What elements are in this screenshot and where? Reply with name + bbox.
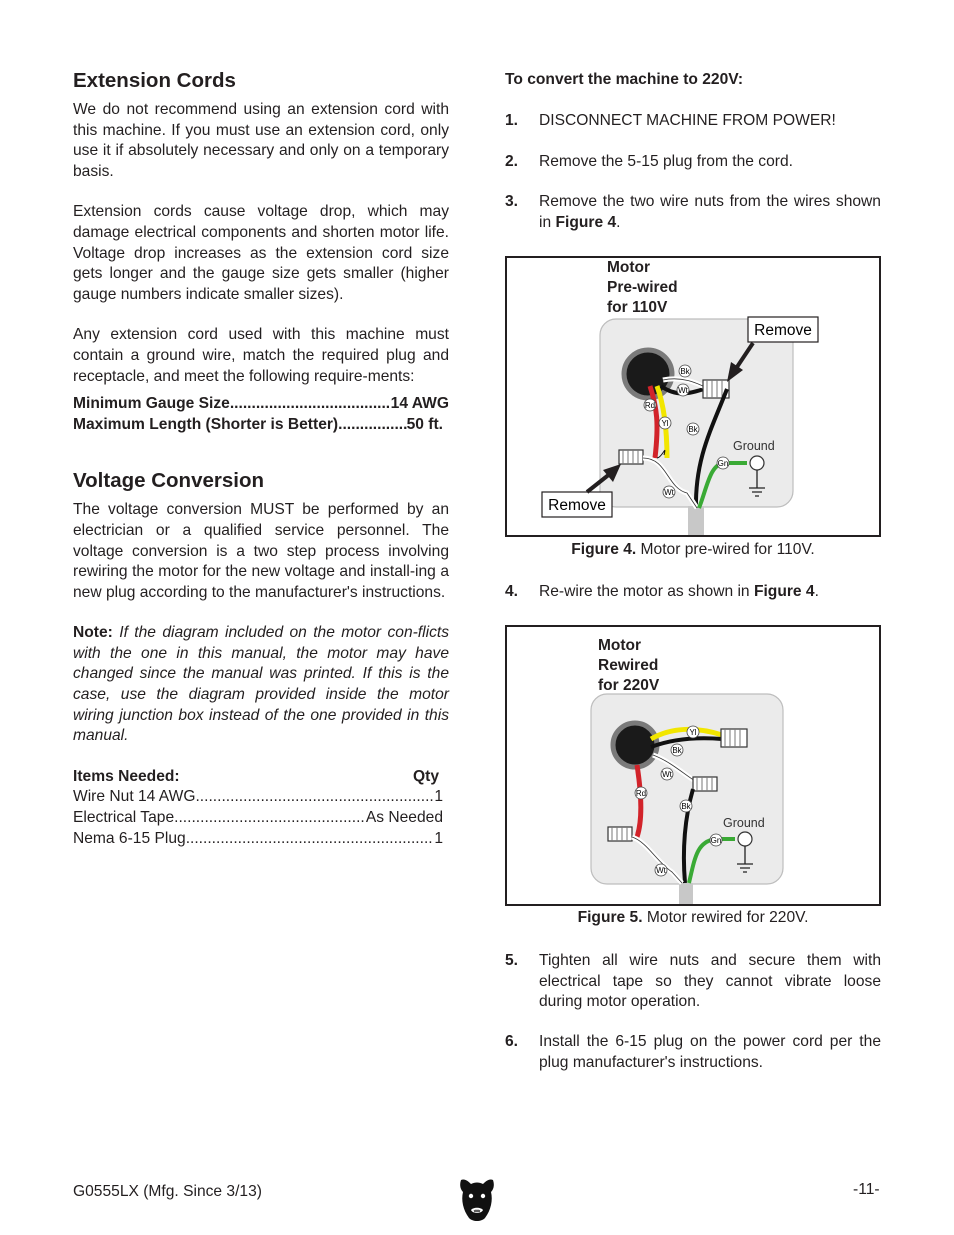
voltage-conversion-heading: Voltage Conversion: [73, 469, 264, 493]
step-2: 2. Remove the 5-15 plug from the cord.: [505, 153, 793, 170]
extension-paragraph-2: Extension cords cause voltage drop, which may damage electrical components and shorten motor life. Voltage drop increases as the extension cord size gets longer and the gauge size gets smaller (higher gauge numbers indicate smaller sizes).: [73, 203, 449, 303]
remove-label-top: Remove: [754, 322, 812, 339]
ground-screw-icon: [750, 456, 764, 470]
extension-paragraph-1: We do not recommend using an extension cord with this machine. If you must use an extension cord, only use it if absolutely necessary and only on a temporary basis.: [73, 101, 449, 180]
voltage-paragraph: The voltage conversion MUST be performed by an electrician or a qualified service personnel. The voltage conversion is a two step process involving rewiring the motor for the new voltage and install-ing a new plug according to the manufacturer's instructions.: [73, 501, 449, 601]
step-1: 1. DISCONNECT MACHINE FROM POWER!: [505, 112, 836, 129]
motor-terminal-icon: [613, 723, 657, 767]
step-6: 6. Install the 6-15 plug on the power cord per the plug manufacturer's instructions.: [505, 1033, 881, 1071]
wire-label-bk: Bk: [680, 367, 690, 376]
wire-label-wt: Wt: [662, 770, 672, 779]
note-paragraph: [73, 623, 449, 747]
remove-label-bottom: Remove: [548, 497, 606, 514]
right-heading-block: [505, 70, 881, 91]
convert-heading: To convert the machine to 220V:: [505, 71, 744, 88]
wire-label-bk: Bk: [672, 746, 682, 755]
fig4-title-3: for 110V: [607, 299, 668, 316]
figure-5-caption: Figure 5. Motor rewired for 220V.: [577, 909, 809, 926]
wire-label-rd: Rd: [644, 401, 656, 410]
fig4-title-1: Motor: [607, 259, 651, 276]
note-text: If the diagram included on the motor con-flicts with the one in this manual, the motor may have changed since the manual was printed. If this is the case, use the diagram provided inside the motor wiring junction box instead of the one provided in this manual.: [73, 624, 449, 745]
wire-label-yl: Yl: [661, 419, 669, 428]
figure-5-box: [505, 625, 881, 906]
note-label: Note:: [73, 624, 113, 642]
figure-4-diagram: [507, 258, 879, 535]
wire-label-gn: Gn: [717, 459, 729, 468]
wire-label-wt: Wt: [678, 386, 688, 395]
ground-screw-icon: [738, 832, 752, 846]
wire-label-bk: Bk: [688, 425, 698, 434]
wire-label-gn: Gn: [710, 836, 722, 845]
bear-logo-icon: [457, 1176, 497, 1224]
fig5-title-3: for 220V: [598, 677, 660, 694]
step-3: 3. Remove the two wire nuts from the wires shown in Figure 4.: [505, 193, 881, 231]
items-header: [73, 767, 439, 788]
spec-max-length: [73, 415, 443, 436]
ground-label: Ground: [733, 439, 775, 453]
cord: [679, 883, 693, 904]
left-column: [73, 68, 449, 849]
wire-label-yl: Yl: [689, 728, 697, 737]
figure-4-caption: Figure 4. Motor pre-wired for 110V.: [571, 541, 815, 558]
ground-label: Ground: [723, 816, 765, 830]
fig4-title-2: Pre-wired: [607, 279, 678, 296]
page-number: -11-: [853, 1181, 880, 1198]
wire-label-bk: Bk: [681, 802, 691, 811]
figure-5-diagram: [507, 627, 879, 904]
junction-box: [591, 694, 783, 884]
step-4: 4. Re-wire the motor as shown in Figure 4.: [505, 583, 819, 600]
wire-label-rd: Rd: [635, 789, 647, 798]
wire-label-wt: Wt: [656, 866, 666, 875]
list-item: Nema 6-15 Plug ..... 1: [73, 829, 443, 850]
fig5-title-1: Motor: [598, 637, 642, 654]
spec-min-gauge: [73, 394, 449, 415]
fig5-title-2: Rewired: [598, 657, 659, 674]
figure-4-box: [505, 256, 881, 537]
spec-value: 14 AWG: [390, 395, 449, 413]
extension-paragraph-3: Any extension cord used with this machine must contain a ground wire, match the required plug and receptacle, and meet the following require-ments:: [73, 326, 449, 385]
qty-label: Qty: [413, 767, 439, 785]
extension-cords-heading: Extension Cords: [73, 69, 236, 92]
spec-label: Minimum Gauge Size: [73, 395, 230, 413]
list-item: Electrical Tape ..... As Needed: [73, 808, 443, 829]
cord: [688, 506, 704, 535]
list-item: Wire Nut 14 AWG ..... 1: [73, 787, 443, 808]
step-5: 5. Tighten all wire nuts and secure them with electrical tape so they cannot vibrate loose during motor operation.: [505, 952, 881, 1011]
spec-value: 50 ft.: [406, 415, 443, 433]
spec-label: Maximum Length (Shorter is Better): [73, 415, 339, 433]
items-needed-label: Items Needed:: [73, 767, 180, 785]
footer-model: G0555LX (Mfg. Since 3/13): [73, 1183, 262, 1200]
wire-label-wt: Wt: [664, 488, 674, 497]
